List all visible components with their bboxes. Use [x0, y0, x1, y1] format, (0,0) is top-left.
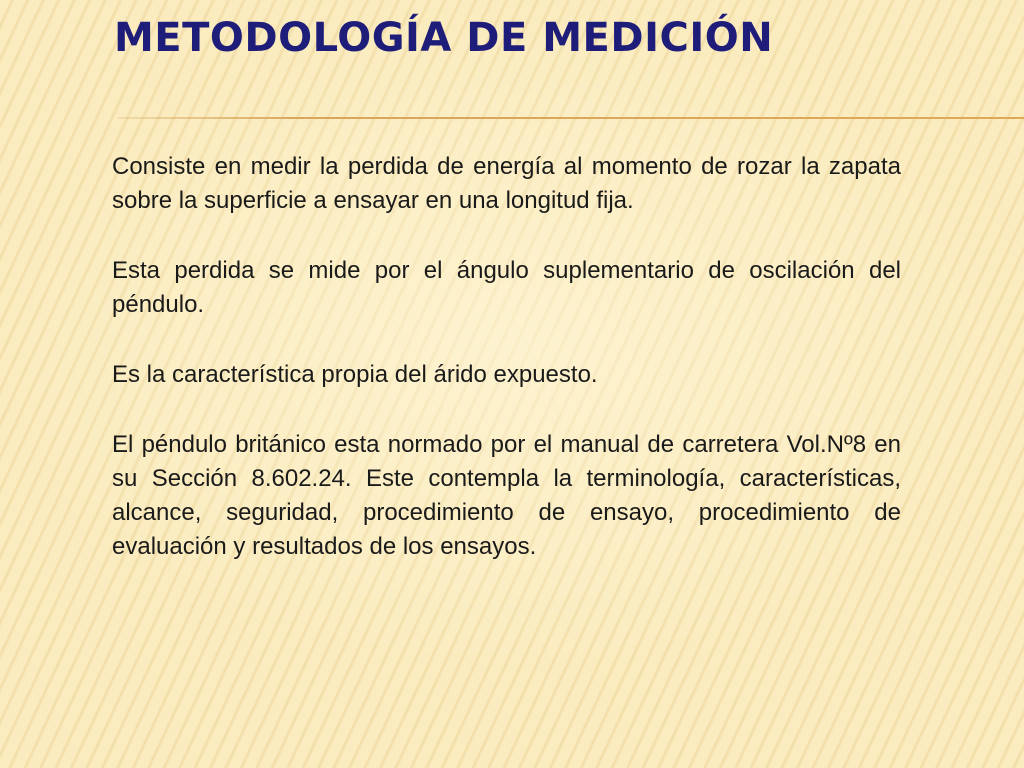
paragraph-characteristic: Es la característica propia del árido expuesto.	[112, 361, 598, 388]
title-divider	[118, 117, 1024, 119]
paragraph-definition: Consiste en medir la perdida de energía al momento de rozar la zapata sobre la superficie a ensayar en una longitud fija.	[112, 153, 901, 214]
paragraph-standard: El péndulo británico esta normado por el manual de carretera Vol.Nº8 en su Sección 8.602.24. Este contempla la terminología, características, alcance, seguridad, procedimiento de ensayo, procedimiento de evaluación y resultados de los ensayos.	[112, 431, 901, 560]
slide-body	[112, 150, 901, 564]
slide-title: METODOLOGÍA DE MEDICIÓN	[114, 15, 774, 61]
paragraph-measurement: Esta perdida se mide por el ángulo suplementario de oscilación del péndulo.	[112, 257, 901, 318]
